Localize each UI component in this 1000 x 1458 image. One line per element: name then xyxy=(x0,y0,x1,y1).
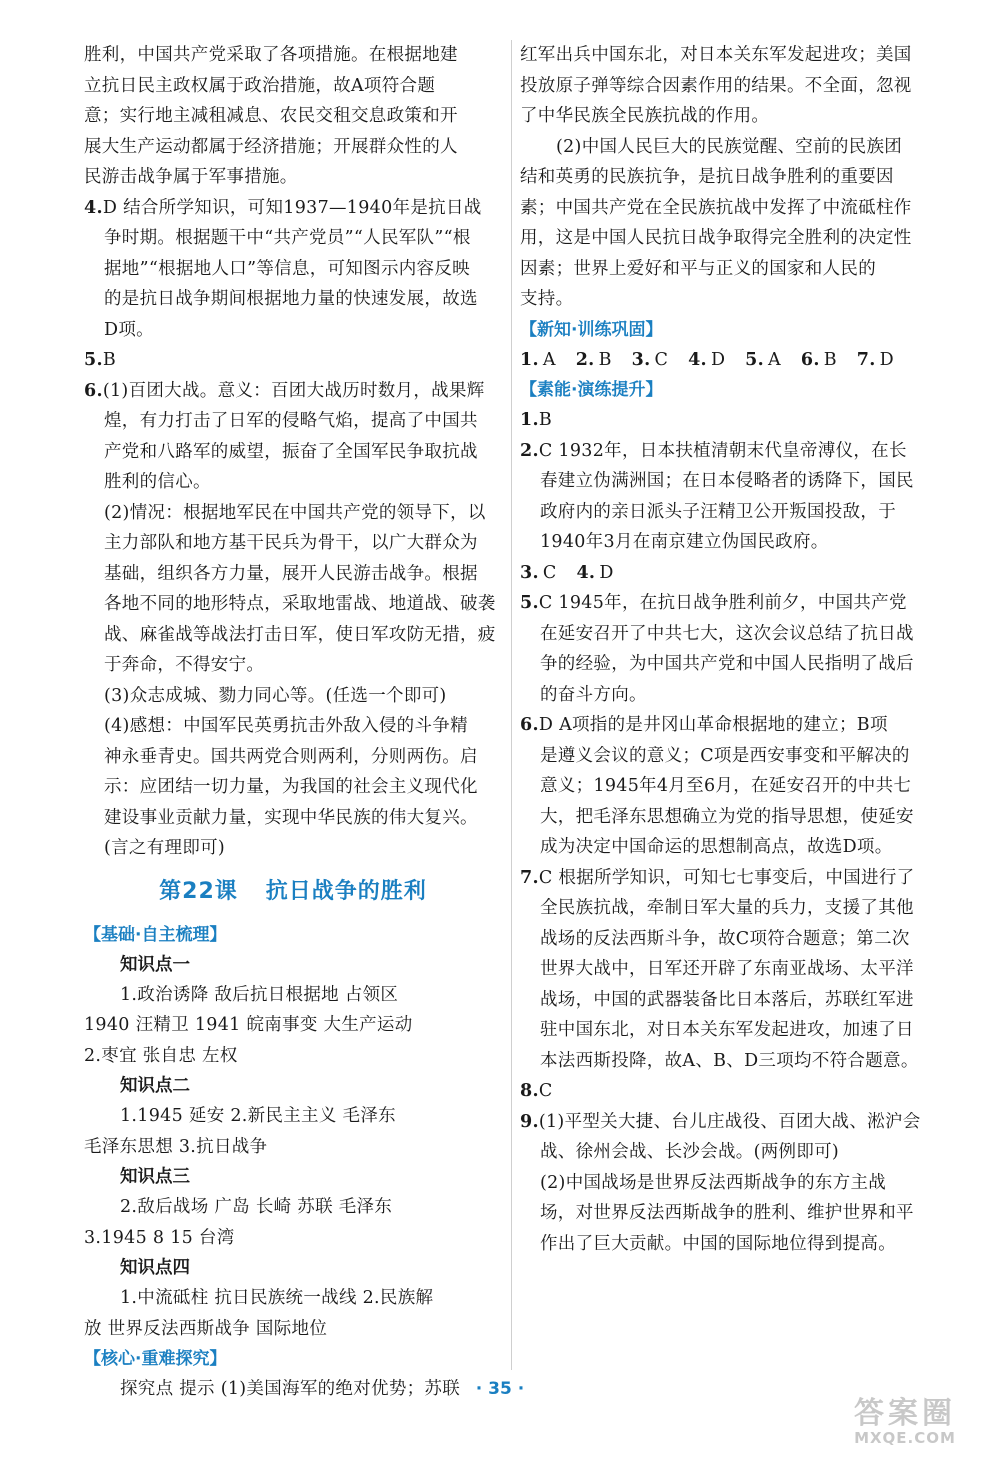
text-line: 3.1945 8 15 台湾 xyxy=(84,1227,235,1248)
answer-item-9 xyxy=(520,1107,940,1260)
text-line: D 结合所学知识，可知1937—1940年是抗日战 xyxy=(102,197,482,218)
answer-item-8 xyxy=(520,1076,940,1107)
text-line: 在延安召开了中共七大，这次会议总结了抗日战 xyxy=(540,623,914,644)
answer-text: C xyxy=(654,349,669,370)
text-line: 意义；1945年4月至6月，在延安召开的中共七 xyxy=(540,776,912,796)
text-line: 驻中国东北，对日本关东军发起进攻，加速了日 xyxy=(540,1020,914,1040)
text-line: (1)百团大战。意义：百团大战历时数月，战果辉 xyxy=(102,380,485,401)
text-line: C 1932年，日本扶植清朝末代皇帝溥仪，在长 xyxy=(538,440,907,461)
question-number: 8. xyxy=(520,1081,539,1101)
text-line: 1.1945 延安 2.新民主主义 毛泽东 xyxy=(120,1106,396,1126)
knowledge-point-4 xyxy=(84,1253,502,1344)
text-line: 神永垂青史。国共两党合则两利，分则两伤。启 xyxy=(104,746,478,767)
explore-answer-2 xyxy=(520,132,940,315)
question-number: 6. xyxy=(520,715,539,735)
text-line: 1940 汪精卫 1941 皖南事变 大生产运动 xyxy=(84,1015,413,1035)
question-number: 6. xyxy=(84,380,103,401)
question-number: 3. xyxy=(631,349,651,370)
text-line: 胜利的信心。 xyxy=(104,472,211,492)
text-line: 大，把毛泽东思想确立为党的指导思想，使延安 xyxy=(540,806,914,827)
section-label-basic: 【基础·自主梳理】 xyxy=(84,924,227,945)
answer-item-5 xyxy=(520,588,940,710)
text-line: 示：应团结一切力量，为我国的社会主义现代化 xyxy=(104,777,478,797)
question-number: 9. xyxy=(520,1111,539,1132)
text-line: 各地不同的地形特点，采取地雷战、地道战、破袭 xyxy=(104,594,496,614)
text-line: 因素；世界上爱好和平与正义的国家和人民的 xyxy=(520,258,876,279)
text-line: 1.政治诱降 敌后抗日根据地 占领区 xyxy=(120,984,399,1005)
section-label-ability: 【素能·演练提升】 xyxy=(520,380,663,400)
knowledge-point-3 xyxy=(84,1162,502,1253)
question-number: 6. xyxy=(800,349,820,370)
text-line: 于奔命，不得安宁。 xyxy=(104,655,265,675)
question-number: 1. xyxy=(520,349,539,370)
question-number: 7. xyxy=(520,867,539,888)
text-line: 展大生产运动都属于经济措施；开展群众性的人 xyxy=(84,136,458,157)
answer-item-6 xyxy=(84,376,502,864)
answer-item-1 xyxy=(520,405,940,436)
text-line: 用，这是中国人民抗日战争取得完全胜利的决定性 xyxy=(520,228,912,248)
text-line: 本法西斯投降，故A、B、D三项均不符合题意。 xyxy=(540,1050,919,1071)
text-line: 场，对世界反法西斯战争的胜利、维护世界和平 xyxy=(540,1203,914,1223)
text-line: 成为决定中国命运的思想制高点，故选D项。 xyxy=(540,837,893,857)
answer-text: C xyxy=(538,1081,553,1101)
answer-item-5 xyxy=(84,345,502,376)
text-line: 主力部队和地方基干民兵为骨干，以广大群众为 xyxy=(104,533,478,553)
right-top-paragraph xyxy=(520,40,940,132)
knowledge-point-title: 知识点三 xyxy=(120,1167,190,1187)
text-line: (4)感想：中国军民英勇抗击外敌入侵的斗争精 xyxy=(104,716,468,736)
answer-text: B xyxy=(823,349,837,370)
section-label-new: 【新知·训练巩固】 xyxy=(520,319,663,340)
text-line: (2)情况：根据地军民在中国共产党的领导下，以 xyxy=(104,502,486,523)
answer-item-2 xyxy=(520,436,940,558)
left-column xyxy=(84,40,502,1405)
question-number: 7. xyxy=(856,349,876,370)
lesson-name: 抗日战争的胜利 xyxy=(265,878,427,904)
text-line: 支持。 xyxy=(520,289,574,309)
text-line: 政府内的亲日派头子汪精卫公开叛国投敌，于 xyxy=(540,501,896,522)
lesson-number: 第22课 xyxy=(159,878,238,904)
text-line: 战、徐州会战、长沙会战。(两例即可) xyxy=(540,1142,840,1162)
question-number: 1. xyxy=(520,410,539,430)
text-line: 世界大战中，日军还开辟了东南亚战场、太平洋 xyxy=(540,959,914,979)
text-line: 1.中流砥柱 抗日民族统一战线 2.民族解 xyxy=(120,1288,434,1308)
watermark-logo xyxy=(820,1398,990,1448)
left-top-paragraph xyxy=(84,40,502,193)
answer-text: B xyxy=(538,410,553,430)
text-line: 战场的反法西斯斗争，故C项符合题意；第二次 xyxy=(540,928,910,949)
question-number: 4. xyxy=(576,562,596,583)
text-line: 投放原子弹等综合因素作用的结果。不全面，忽视 xyxy=(520,75,912,96)
answer-text: A xyxy=(768,349,781,370)
text-line: 1940年3月在南京建立伪国民政府。 xyxy=(540,532,829,552)
text-line: (1)平型关大捷、台儿庄战役、百团大战、淞沪会 xyxy=(538,1111,921,1132)
text-line: 放 世界反法西斯战争 国际地位 xyxy=(84,1318,328,1339)
answer-text: C xyxy=(542,562,557,583)
answer-item-3-4 xyxy=(520,558,940,589)
text-line: 的是抗日战争期间根据地力量的快速发展，故选 xyxy=(104,289,478,309)
question-number: 5. xyxy=(745,349,765,370)
text-line: 毛泽东思想 3.抗日战争 xyxy=(84,1136,268,1157)
right-column xyxy=(520,40,940,1259)
text-line: 全民族抗战，牵制日军大量的兵力，支援了其他 xyxy=(540,898,914,918)
answer-text: D xyxy=(879,349,895,370)
section-label-core: 【核心·重难探究】 xyxy=(84,1349,227,1369)
text-line: 春建立伪满洲国；在日本侵略者的诱降下，国民 xyxy=(540,471,914,491)
text-line: 争时期。根据题干中“共产党员”“人民军队”“根 xyxy=(104,228,471,248)
text-line: (2)中国战场是世界反法西斯战争的东方主战 xyxy=(540,1172,887,1193)
column-divider xyxy=(511,40,512,1370)
text-line: 的奋斗方向。 xyxy=(540,684,647,705)
text-line: 2.枣宜 张自忠 左权 xyxy=(84,1045,238,1066)
text-line: 争的经验，为中国共产党和中国人民指明了战后 xyxy=(540,654,914,674)
question-number: 5. xyxy=(84,350,103,370)
watermark-text: 答案圈 xyxy=(854,1396,956,1431)
answer-item-6 xyxy=(520,710,940,863)
text-line: 战场，中国的武器装备比日本落后，苏联红军进 xyxy=(540,989,914,1010)
explore-point-line: 探究点 提示 (1)美国海军的绝对优势；苏联 xyxy=(120,1379,461,1399)
text-line: C 根据所学知识，可知七七事变后，中国进行了 xyxy=(538,867,915,888)
watermark-url: MXQE.COM xyxy=(854,1429,956,1447)
text-line: 了中华民族全民族抗战的作用。 xyxy=(520,106,770,126)
text-line: D A项指的是井冈山革命根据地的建立；B项 xyxy=(538,715,888,735)
knowledge-point-title: 知识点二 xyxy=(120,1076,190,1096)
text-line: 产党和八路军的威望，振奋了全国军民争取抗战 xyxy=(104,441,478,462)
text-line: 意；实行地主减租减息、农民交租交息政策和开 xyxy=(84,106,458,126)
answer-item-4 xyxy=(84,193,502,346)
text-line: C 1945年，在抗日战争胜利前夕，中国共产党 xyxy=(538,593,907,613)
text-line: 作出了巨大贡献。中国的国际地位得到提高。 xyxy=(540,1233,896,1254)
answer-row xyxy=(520,345,940,376)
page-number: · 35 · xyxy=(475,1379,525,1399)
answer-text: B xyxy=(102,350,117,370)
text-line: (言之有理即可) xyxy=(104,838,226,858)
text-line: (3)众志成城、勠力同心等。(任选一个即可) xyxy=(104,685,447,706)
question-number: 2. xyxy=(520,440,539,461)
text-line: D项。 xyxy=(104,319,154,340)
knowledge-point-title: 知识点一 xyxy=(120,954,190,975)
answer-text: B xyxy=(598,349,612,370)
answer-text: D xyxy=(710,349,726,370)
text-line: 据地”“根据地人口”等信息，可知图示内容反映 xyxy=(104,258,470,279)
question-number: 5. xyxy=(520,593,539,613)
text-line: 红军出兵中国东北，对日本关东军发起进攻；美国 xyxy=(520,45,912,65)
knowledge-point-1 xyxy=(84,950,502,1072)
text-line: 胜利，中国共产党采取了各项措施。在根据地建 xyxy=(84,45,458,65)
text-line: 立抗日民主政权属于政治措施，故A项符合题 xyxy=(84,75,436,96)
text-line: 基础，组织各方力量，展开人民游击战争。根据 xyxy=(104,563,478,584)
question-number: 2. xyxy=(575,349,595,370)
text-line: 民游击战争属于军事措施。 xyxy=(84,167,298,187)
answer-item-7 xyxy=(520,863,940,1077)
question-number: 4. xyxy=(84,197,103,218)
text-line: 素；中国共产党在全民族抗战中发挥了中流砥柱作 xyxy=(520,197,912,218)
text-line: 建设事业贡献力量，实现中华民族的伟大复兴。 xyxy=(104,807,478,828)
text-line: 结和英勇的民族抗争，是抗日战争胜利的重要因 xyxy=(520,167,894,187)
answer-text: A xyxy=(542,349,556,370)
text-line: 是遵义会议的意义；C项是西安事变和平解决的 xyxy=(540,745,910,766)
knowledge-point-title: 知识点四 xyxy=(120,1258,190,1278)
question-number: 4. xyxy=(688,349,707,370)
knowledge-point-2 xyxy=(84,1071,502,1162)
text-line: 2.敌后战场 广岛 长崎 苏联 毛泽东 xyxy=(120,1197,393,1217)
text-line: 煌，有力打击了日军的侵略气焰，提高了中国共 xyxy=(104,411,478,431)
question-number: 3. xyxy=(520,562,539,583)
text-line: (2)中国人民巨大的民族觉醒、空前的民族团 xyxy=(556,136,903,157)
lesson-title xyxy=(84,864,502,920)
text-line: 战、麻雀战等战法打击日军，使日军攻防无措，疲 xyxy=(104,624,496,645)
answer-text: D xyxy=(599,562,614,583)
